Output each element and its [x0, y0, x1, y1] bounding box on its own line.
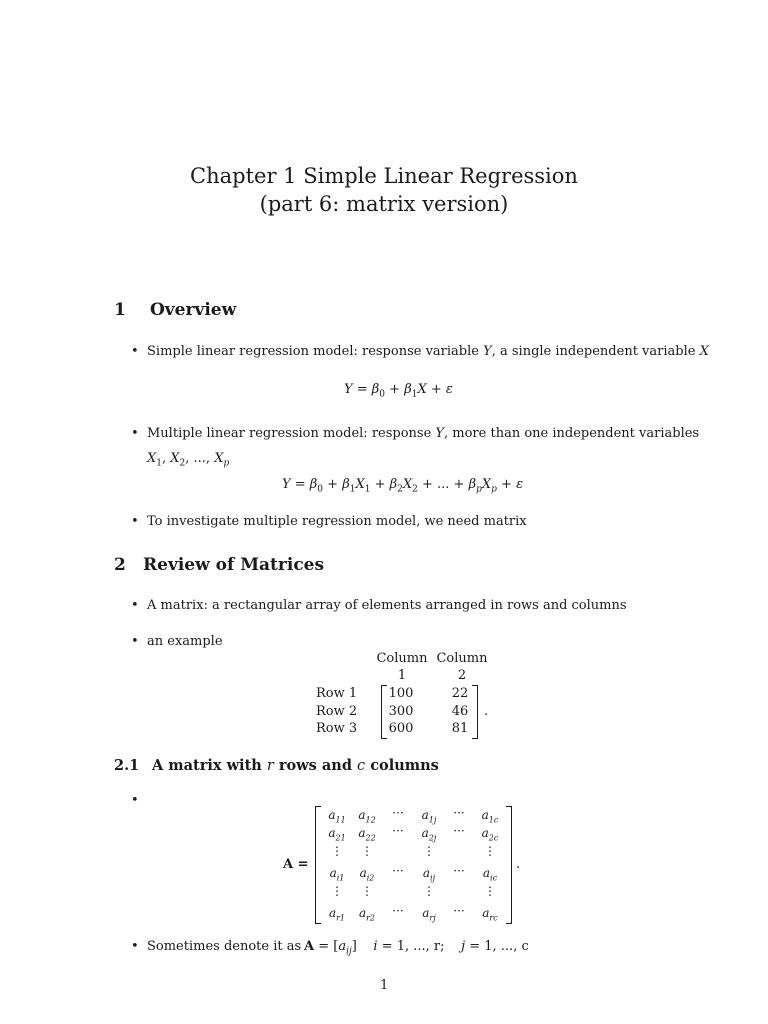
matrix-period: . [484, 704, 489, 719]
column-header-1: Column [376, 651, 428, 666]
overview-bullet-2 [147, 426, 699, 442]
doc-title-line1: Chapter 1 Simple Linear Regression [190, 164, 578, 188]
section-1-title: Overview [150, 300, 237, 320]
overview-bullet-1 [147, 344, 709, 360]
matrix-element: $a_{1j}$ [421, 808, 437, 825]
review-bullet-1: A matrix: a rectangular array of elements arranged in rows and columns [147, 598, 627, 613]
overview-bullet-3: To investigate multiple regression model, we need matrix [147, 514, 527, 529]
var-c: c [357, 758, 366, 774]
matrix-dots: ··· [392, 806, 404, 820]
matrix-element: $a_{i2}$ [359, 866, 375, 883]
matrix-element: $a_{22}$ [358, 826, 376, 843]
denote-a: a [338, 939, 347, 954]
matrix-cell: 600 [388, 721, 414, 736]
matrix-element: $a_{r2}$ [358, 906, 376, 923]
var-y: Y [435, 426, 445, 441]
denote-text: Sometimes denote it as [147, 939, 302, 954]
subsection-title [152, 757, 439, 774]
matrix-lhs: A = [283, 857, 309, 872]
subsection-mid: rows and [278, 757, 352, 774]
matrix-cell: 46 [451, 704, 469, 719]
subsection-prefix: A matrix with [152, 757, 262, 774]
matrix-period: . [516, 857, 521, 872]
denote-close: ] [351, 939, 357, 954]
subsection-suffix: columns [370, 757, 439, 774]
matrix-dots: ··· [392, 864, 404, 878]
matrix-dots: ··· [392, 824, 404, 838]
matrix-cell: 300 [388, 704, 414, 719]
matrix-element: $a_{rj}$ [422, 906, 436, 923]
bullet-icon: • [131, 634, 139, 649]
bullet-icon: • [131, 939, 139, 954]
section-2-title: Review of Matrices [143, 555, 325, 575]
column-header-2: Column [436, 651, 488, 666]
equation-simple-regression: $Y = \beta_0 + \beta_1X + \varepsilon$ [344, 382, 453, 400]
matrix-vdots: ⋮ [331, 884, 343, 898]
matrix-element: $a_{1c}$ [481, 808, 499, 825]
matrix-symbol: A [304, 939, 315, 954]
matrix-element: $a_{12}$ [358, 808, 376, 825]
matrix-element: $a_{2c}$ [481, 826, 499, 843]
matrix-dots: ··· [392, 904, 404, 918]
var-r: r [266, 758, 274, 774]
matrix-element: $a_{i1}$ [329, 866, 345, 883]
overview-b2-rest: , more than one independent variables [444, 426, 700, 441]
column-number-2: 2 [457, 668, 467, 683]
page-number: 1 [380, 978, 389, 993]
denote-i-range: = 1, ..., r; [381, 939, 445, 954]
matrix-element: $a_{21}$ [328, 826, 346, 843]
matrix-vdots: ⋮ [484, 884, 496, 898]
row-label-3: Row 3 [316, 721, 358, 736]
section-2-number: 2 [114, 555, 126, 575]
row-label-2: Row 2 [316, 704, 358, 719]
matrix-cell: 22 [451, 686, 469, 701]
bullet-icon: • [131, 793, 139, 808]
bullet-icon: • [131, 344, 139, 359]
denote-j-range: = 1, ..., c [469, 939, 529, 954]
variables-list: $X_1$, $X_2$, ..., $X_p$ [147, 451, 230, 469]
var-x: X [699, 344, 709, 359]
denote-ij: ij [346, 946, 352, 957]
matrix-dots: ··· [453, 824, 465, 838]
section-1-number: 1 [114, 300, 126, 320]
matrix-element: $a_{ij}$ [422, 866, 436, 883]
overview-b1-text: Simple linear regression model: response variable [147, 344, 479, 359]
matrix-dots: ··· [453, 806, 465, 820]
matrix-element: $a_{11}$ [328, 808, 346, 825]
matrix-dots: ··· [453, 904, 465, 918]
bullet-icon: • [131, 514, 139, 529]
column-number-1: 1 [397, 668, 407, 683]
doc-title-line2: (part 6: matrix version) [259, 192, 509, 216]
overview-b2-text: Multiple linear regression model: response [147, 426, 432, 441]
row-label-1: Row 1 [316, 686, 358, 701]
matrix-cell: 100 [388, 686, 414, 701]
denote-equation: $A = [a_{ij}]$ i = 1, ..., r; j = 1, ..., c [304, 939, 529, 957]
equation-multiple-regression: $Y = \beta_0 + \beta_1X_1 + \beta_2X_2$ + ... + $\beta_pX_p + \varepsilon$ [282, 477, 524, 495]
subsection-number: 2.1 [114, 757, 140, 774]
matrix-vdots: ⋮ [423, 844, 435, 858]
bullet-icon: • [131, 426, 139, 441]
denote-eq: = [ [318, 939, 339, 954]
review-bullet-2: an example [147, 634, 223, 649]
matrix-vdots: ⋮ [331, 844, 343, 858]
matrix-dots: ··· [453, 864, 465, 878]
matrix-cell: 81 [451, 721, 469, 736]
overview-b1-mid: , a single independent variable [491, 344, 696, 359]
matrix-vdots: ⋮ [361, 844, 373, 858]
matrix-vdots: ⋮ [484, 844, 496, 858]
matrix-element: $a_{ic}$ [482, 866, 498, 883]
matrix-vdots: ⋮ [423, 884, 435, 898]
matrix-element: $a_{rc}$ [482, 906, 498, 923]
matrix-element: $a_{r1}$ [328, 906, 346, 923]
matrix-vdots: ⋮ [361, 884, 373, 898]
bullet-icon: • [131, 598, 139, 613]
var-y: Y [483, 344, 492, 359]
matrix-element: $a_{2j}$ [421, 826, 437, 843]
